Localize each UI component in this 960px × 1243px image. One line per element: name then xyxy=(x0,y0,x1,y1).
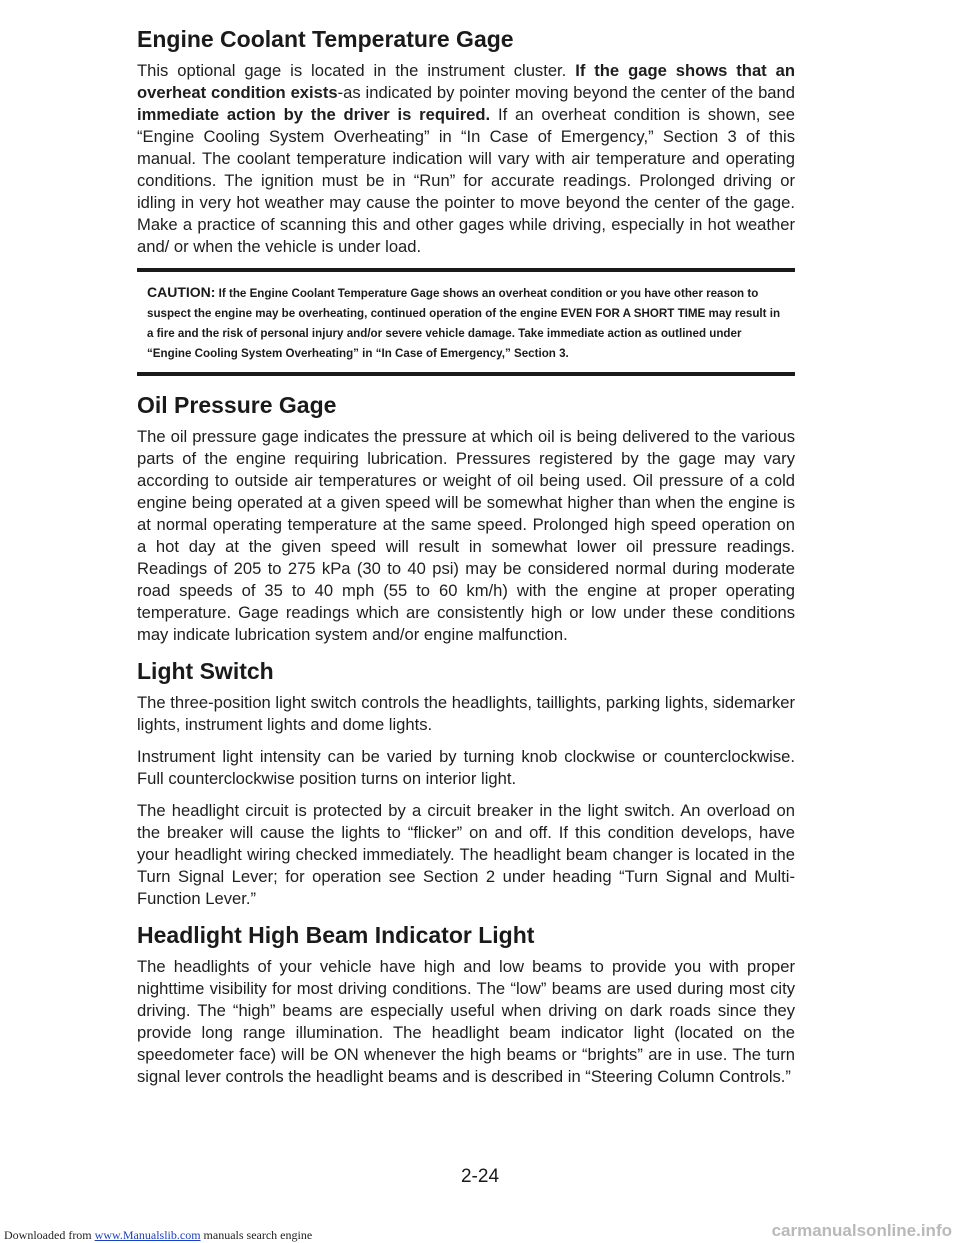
section-heading-oil: Oil Pressure Gage xyxy=(137,392,337,418)
light-paragraph-2: Instrument light intensity can be varied by turning knob clockwise or counterclockwise. Full counterclockwise position turns on interior light. xyxy=(137,747,795,788)
coolant-text-2: -as indicated by pointer moving beyond the center of the band xyxy=(337,83,795,102)
page-number: 2-24 xyxy=(460,1166,500,1187)
section-heading-high-beam: Headlight High Beam Indicator Light xyxy=(137,922,535,948)
caution-text: If the Engine Coolant Temperature Gage shows an overheat condition or you have other reason to suspect the engine may be overheating, continued operation of the engine EVEN FOR A SHORT TIME may result in a fire and the risk of personal injury and/or severe vehicle damage. Take immediate action as outlined under “Engine Cooling System Overheating” in “In Case of Emergency,” Section 3. xyxy=(147,287,781,360)
footer-suffix: manuals search engine xyxy=(200,1228,313,1242)
caution-label: CAUTION: xyxy=(147,284,216,300)
coolant-paragraph xyxy=(137,60,795,258)
watermark: carmanualsonline.info xyxy=(771,1221,952,1240)
light-paragraph-1: The three-position light switch controls the headlights, taillights, parking lights, sidemarker lights, instrument lights and dome lights. xyxy=(137,693,795,734)
oil-paragraph: The oil pressure gage indicates the pressure at which oil is being delivered to the various parts of the engine requiring lubrication. Pressures registered by the gage may vary according to outside air temperatures or weight of oil being used. Oil pressure of a cold engine being operated at a given speed will be somewhat higher than when the engine is at normal operating temperature at the same speed. Prolonged high speed operation on a hot day at the given speed will result in somewhat lower oil pressure readings. Readings of 205 to 275 kPa (30 to 40 psi) may be considered normal during moderate road speeds of 35 to 40 mph (55 to 60 km/h) with the engine at proper operating temperature. Gage readings which are consistently high or low under these conditions may indicate lubrication system and/or engine malfunction. xyxy=(137,427,795,644)
download-footer xyxy=(4,1228,312,1243)
coolant-text-3: If an overheat condition is shown, see “Engine Cooling System Overheating” in “In Case of Emergency,” Section 3 of this manual. The coolant temperature indication will vary with air temperature and operating conditions. The ignition must be in “Run” for accurate readings. Prolonged driving or idling in very hot weather may cause the pointer to move beyond the center of the gage. Make a practice of scanning this and other gages while driving, especially in hot weather and/ or when the vehicle is under load. xyxy=(137,105,796,256)
section-heading-coolant: Engine Coolant Temperature Gage xyxy=(137,26,514,52)
page-content xyxy=(137,24,795,1098)
caution-top-rule xyxy=(137,268,795,272)
section-heading-light-switch: Light Switch xyxy=(137,658,274,684)
caution-bottom-rule xyxy=(137,372,795,376)
manualslib-link[interactable]: www.Manualslib.com xyxy=(94,1228,201,1242)
footer-prefix: Downloaded from xyxy=(4,1228,95,1242)
coolant-text-1: This optional gage is located in the instrument cluster. xyxy=(137,61,576,80)
caution-box xyxy=(147,282,787,364)
coolant-bold-2: immediate action by the driver is required. xyxy=(137,105,491,124)
high-beam-paragraph: The headlights of your vehicle have high and low beams to provide you with proper nighttime visibility for most driving conditions. The “low” beams are used during most city driving. The “high” beams are especially useful when driving on dark roads since they provide long range illumination. The headlight beam indicator light (located on the speedometer face) will be ON whenever the high beams or “brights” are in use. The turn signal lever controls the headlight beams and is described in “Steering Column Controls.” xyxy=(137,957,795,1086)
coolant-bold-1: If the gage shows that an overheat condition exists xyxy=(137,61,795,102)
light-paragraph-3: The headlight circuit is protected by a circuit breaker in the light switch. An overload on the breaker will cause the lights to “flicker” on and off. If this condition develops, have your headlight wiring checked immediately. The headlight beam changer is located in the Turn Signal Lever; for operation see Section 2 under heading “Turn Signal and Multi-Function Lever.” xyxy=(137,801,795,908)
